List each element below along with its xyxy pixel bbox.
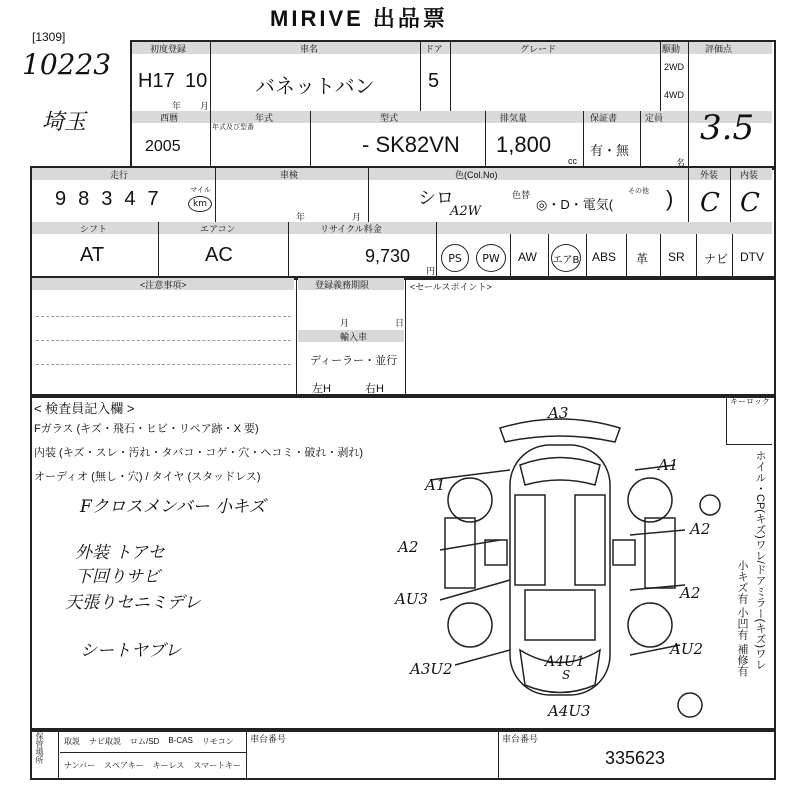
color-unit: 色替 [512, 190, 531, 200]
grade-label: グレード [520, 44, 557, 54]
capacity-label: 定員 [645, 113, 664, 123]
audio-check: オーディオ (無し・穴) / タイヤ (スタッドレス) [34, 471, 261, 483]
equip-abs: ABS [592, 250, 617, 264]
color-code: A2W [450, 204, 482, 219]
mark-a3u2: A3U2 [410, 660, 453, 678]
model-label: 型式 [380, 113, 399, 123]
exterior-grade: C [700, 188, 720, 218]
era-year: H17 [138, 70, 175, 92]
serial-label-left: 車台番号 [250, 734, 287, 744]
accessory-row-2: ナンバー スペアキー キーレス スマートキー [64, 761, 242, 770]
year-unit: 年 [172, 101, 182, 111]
car-name-label: 車名 [300, 44, 319, 54]
steering-left: 左H [312, 383, 331, 395]
year-spec-label: 年式 [255, 113, 274, 123]
mark-a3-top: A3 [548, 404, 569, 422]
hand-note-3: 下回りサビ [75, 567, 160, 587]
reg-expiry-label: 登録義務期限 [315, 280, 370, 290]
interior-check: 内装 (キズ・スレ・汚れ・タバコ・コゲ・穴・ヘコミ・破れ・剥れ) [34, 447, 364, 459]
color-value: シロ [418, 188, 454, 208]
equip-aw: AW [518, 250, 537, 264]
person-unit: 名 [676, 158, 686, 168]
first-reg-label: 初度登録 [150, 44, 187, 54]
shift-label: シフト [80, 224, 108, 234]
year-spec-sub: 年式及び型番 [212, 124, 254, 131]
serial-number: 335623 [605, 748, 666, 768]
dealer-option: ディーラー・並行 [310, 355, 398, 367]
inspection-label: 車検 [280, 170, 299, 180]
region: 埼玉 [42, 110, 87, 135]
equip-ps: PS [441, 244, 469, 272]
mark-a2-right: A2 [690, 520, 711, 538]
doors-label: ドア [425, 44, 443, 54]
mark-s: S [562, 668, 571, 682]
mileage-digits: 98347 [55, 188, 171, 210]
glass-check: Fガラス (キズ・飛石・ヒビ・リペア跡・X 要) [34, 423, 259, 435]
mark-a1-left: A1 [425, 476, 446, 494]
color-label: 色(Col.No) [455, 170, 498, 180]
equip-navi: ナビ [704, 252, 729, 266]
lot-prefix: [1309] [32, 30, 66, 44]
interior-grade: C [740, 188, 760, 218]
mark-a4u3: A4U3 [548, 702, 591, 720]
displacement-label: 排気量 [500, 113, 528, 123]
drive-label: 駆動 [662, 44, 681, 54]
drive-4wd: 4WD [664, 90, 684, 100]
reg-month: 10 [185, 70, 208, 92]
paint-type: ◎・D・電気( [536, 197, 614, 212]
recycle-fee: 9,730 [365, 246, 411, 266]
sales-point-label: <セールスポイント> [410, 282, 492, 292]
equip-pw: PW [476, 244, 506, 272]
hand-note-1: Fクロスメンバー 小キズ [80, 497, 266, 517]
aircon-value: AC [205, 244, 233, 266]
mileage-label: 走行 [110, 170, 129, 180]
page-title: MIRIVE 出品票 [270, 6, 448, 31]
door-count: 5 [428, 70, 440, 92]
equip-sr: SR [668, 250, 685, 264]
shift-value: AT [80, 244, 105, 266]
rating-value: 3.5 [700, 108, 755, 148]
steering-right: 右H [365, 383, 384, 395]
rating-label: 評価点 [705, 44, 733, 54]
accessory-row-1: 取説 ナビ取説 ロム/SD B-CAS リモコン [64, 736, 234, 746]
import-label: 輸入車 [340, 332, 368, 342]
side-note-repair: 小キズ有 小凹有 補修有 [736, 560, 748, 677]
interior-label: 内装 [740, 170, 759, 180]
drive-2wd: 2WD [664, 62, 684, 72]
lot-number: 10223 [22, 48, 112, 81]
hand-note-2: 外装 トアセ [75, 543, 165, 563]
keylock-label: キーロック [730, 397, 770, 406]
paint-other: その他 [628, 188, 649, 195]
western-label: 西暦 [160, 113, 179, 123]
displacement-value: 1,800 [496, 132, 552, 157]
warranty-label: 保証書 [590, 113, 618, 123]
mark-a2-rear: A2 [680, 584, 701, 602]
inspector-label: < 検査員記入欄 > [34, 401, 135, 416]
equip-airbag: エアB [551, 244, 581, 272]
mileage-unit-top: マイル [190, 187, 211, 194]
hand-note-4: 天張りセニミデレ [65, 593, 201, 613]
mark-a1-right: A1 [658, 456, 679, 474]
car-name: バネットバン [255, 76, 375, 98]
mark-a4u1: A4U1 [545, 654, 585, 670]
exterior-label: 外装 [700, 170, 719, 180]
model-code: - SK82VN [362, 132, 460, 157]
mark-a2-left: A2 [398, 538, 419, 556]
month-unit: 月 [200, 101, 210, 111]
notes-label: <注意事項> [140, 280, 187, 290]
cc-unit: cc [568, 156, 577, 166]
serial-label: 車台番号 [502, 734, 539, 744]
side-note-wheel: ホイル・CP(キズ)ワレ/ドアミラー(キズ)ワレ [754, 450, 766, 670]
mileage-unit-km: km [188, 196, 212, 212]
western-year: 2005 [145, 138, 181, 155]
warranty-value: 有・無 [590, 143, 630, 158]
mark-au3: AU3 [395, 590, 429, 608]
equip-dtv: DTV [740, 250, 764, 264]
aircon-label: エアコン [200, 224, 236, 234]
recycle-label: リサイクル料金 [320, 224, 382, 234]
storage-label: 保管場所 [35, 732, 44, 764]
mark-au2: AU2 [670, 640, 704, 658]
equip-leather: 革 [636, 252, 649, 266]
hand-note-5: シートヤブレ [80, 641, 182, 661]
